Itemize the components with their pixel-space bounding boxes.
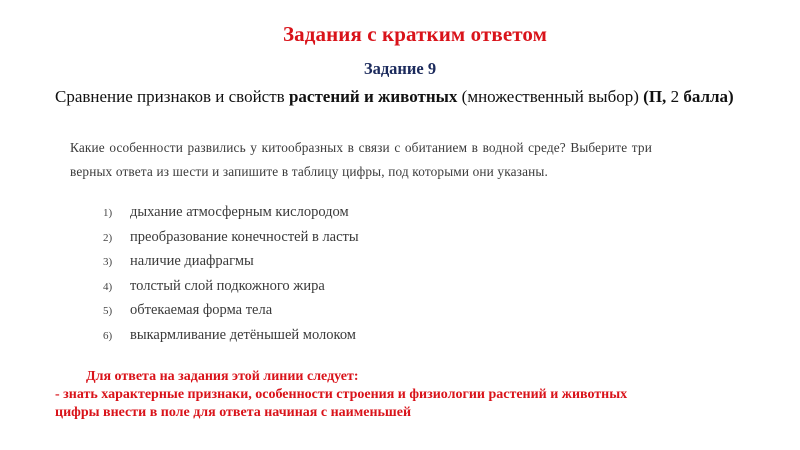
instructions-note (55, 368, 627, 422)
option-text: преобразование конечностей в ласты (130, 228, 359, 245)
answer-option (103, 253, 359, 278)
heading-part-1: Сравнение признаков и свойств (55, 87, 289, 106)
slide-title: Задания с кратким ответом (282, 22, 548, 46)
heading-points: 2 (666, 87, 684, 106)
note-heading: Для ответа на задания этой линии следует: (86, 369, 359, 384)
option-number: 2) (103, 231, 113, 244)
heading-level: (П, (643, 87, 667, 106)
note-line: цифры внести в поле для ответа начиная с наименьшей (55, 405, 412, 420)
option-number: 5) (103, 305, 113, 317)
option-number: 4) (103, 280, 113, 293)
answer-option (103, 327, 359, 352)
answer-option (103, 229, 359, 254)
task-heading (55, 87, 734, 107)
option-number: 1) (103, 207, 113, 219)
question-text: Какие особенности развились у китообразных в связи с обитанием в водной среде? Выберите три верных ответа из шести и запишите в таблицу цифры, под которыми они указаны. (70, 140, 652, 179)
answer-option (103, 204, 359, 229)
heading-topic: растений и животных (288, 87, 458, 106)
option-text: толстый слой подкожного жира (130, 277, 325, 294)
answer-option (103, 278, 359, 303)
answer-option (103, 302, 359, 327)
heading-part-3: (множественный выбор) (457, 87, 644, 106)
option-text: выкармливание детёнышей молоком (130, 326, 356, 343)
note-line: - знать характерные признаки, особенности строения и физиологии растений и животных (55, 387, 628, 402)
heading-points-label: балла) (683, 87, 734, 106)
option-number: 3) (103, 256, 113, 268)
option-text: наличие диафрагмы (130, 253, 254, 269)
option-text: дыхание атмосферным кислородом (130, 204, 349, 220)
option-text: обтекаемая форма тела (130, 302, 273, 318)
option-number: 6) (103, 329, 113, 342)
task-number: Задание 9 (363, 59, 437, 78)
answer-options-list (103, 204, 359, 351)
